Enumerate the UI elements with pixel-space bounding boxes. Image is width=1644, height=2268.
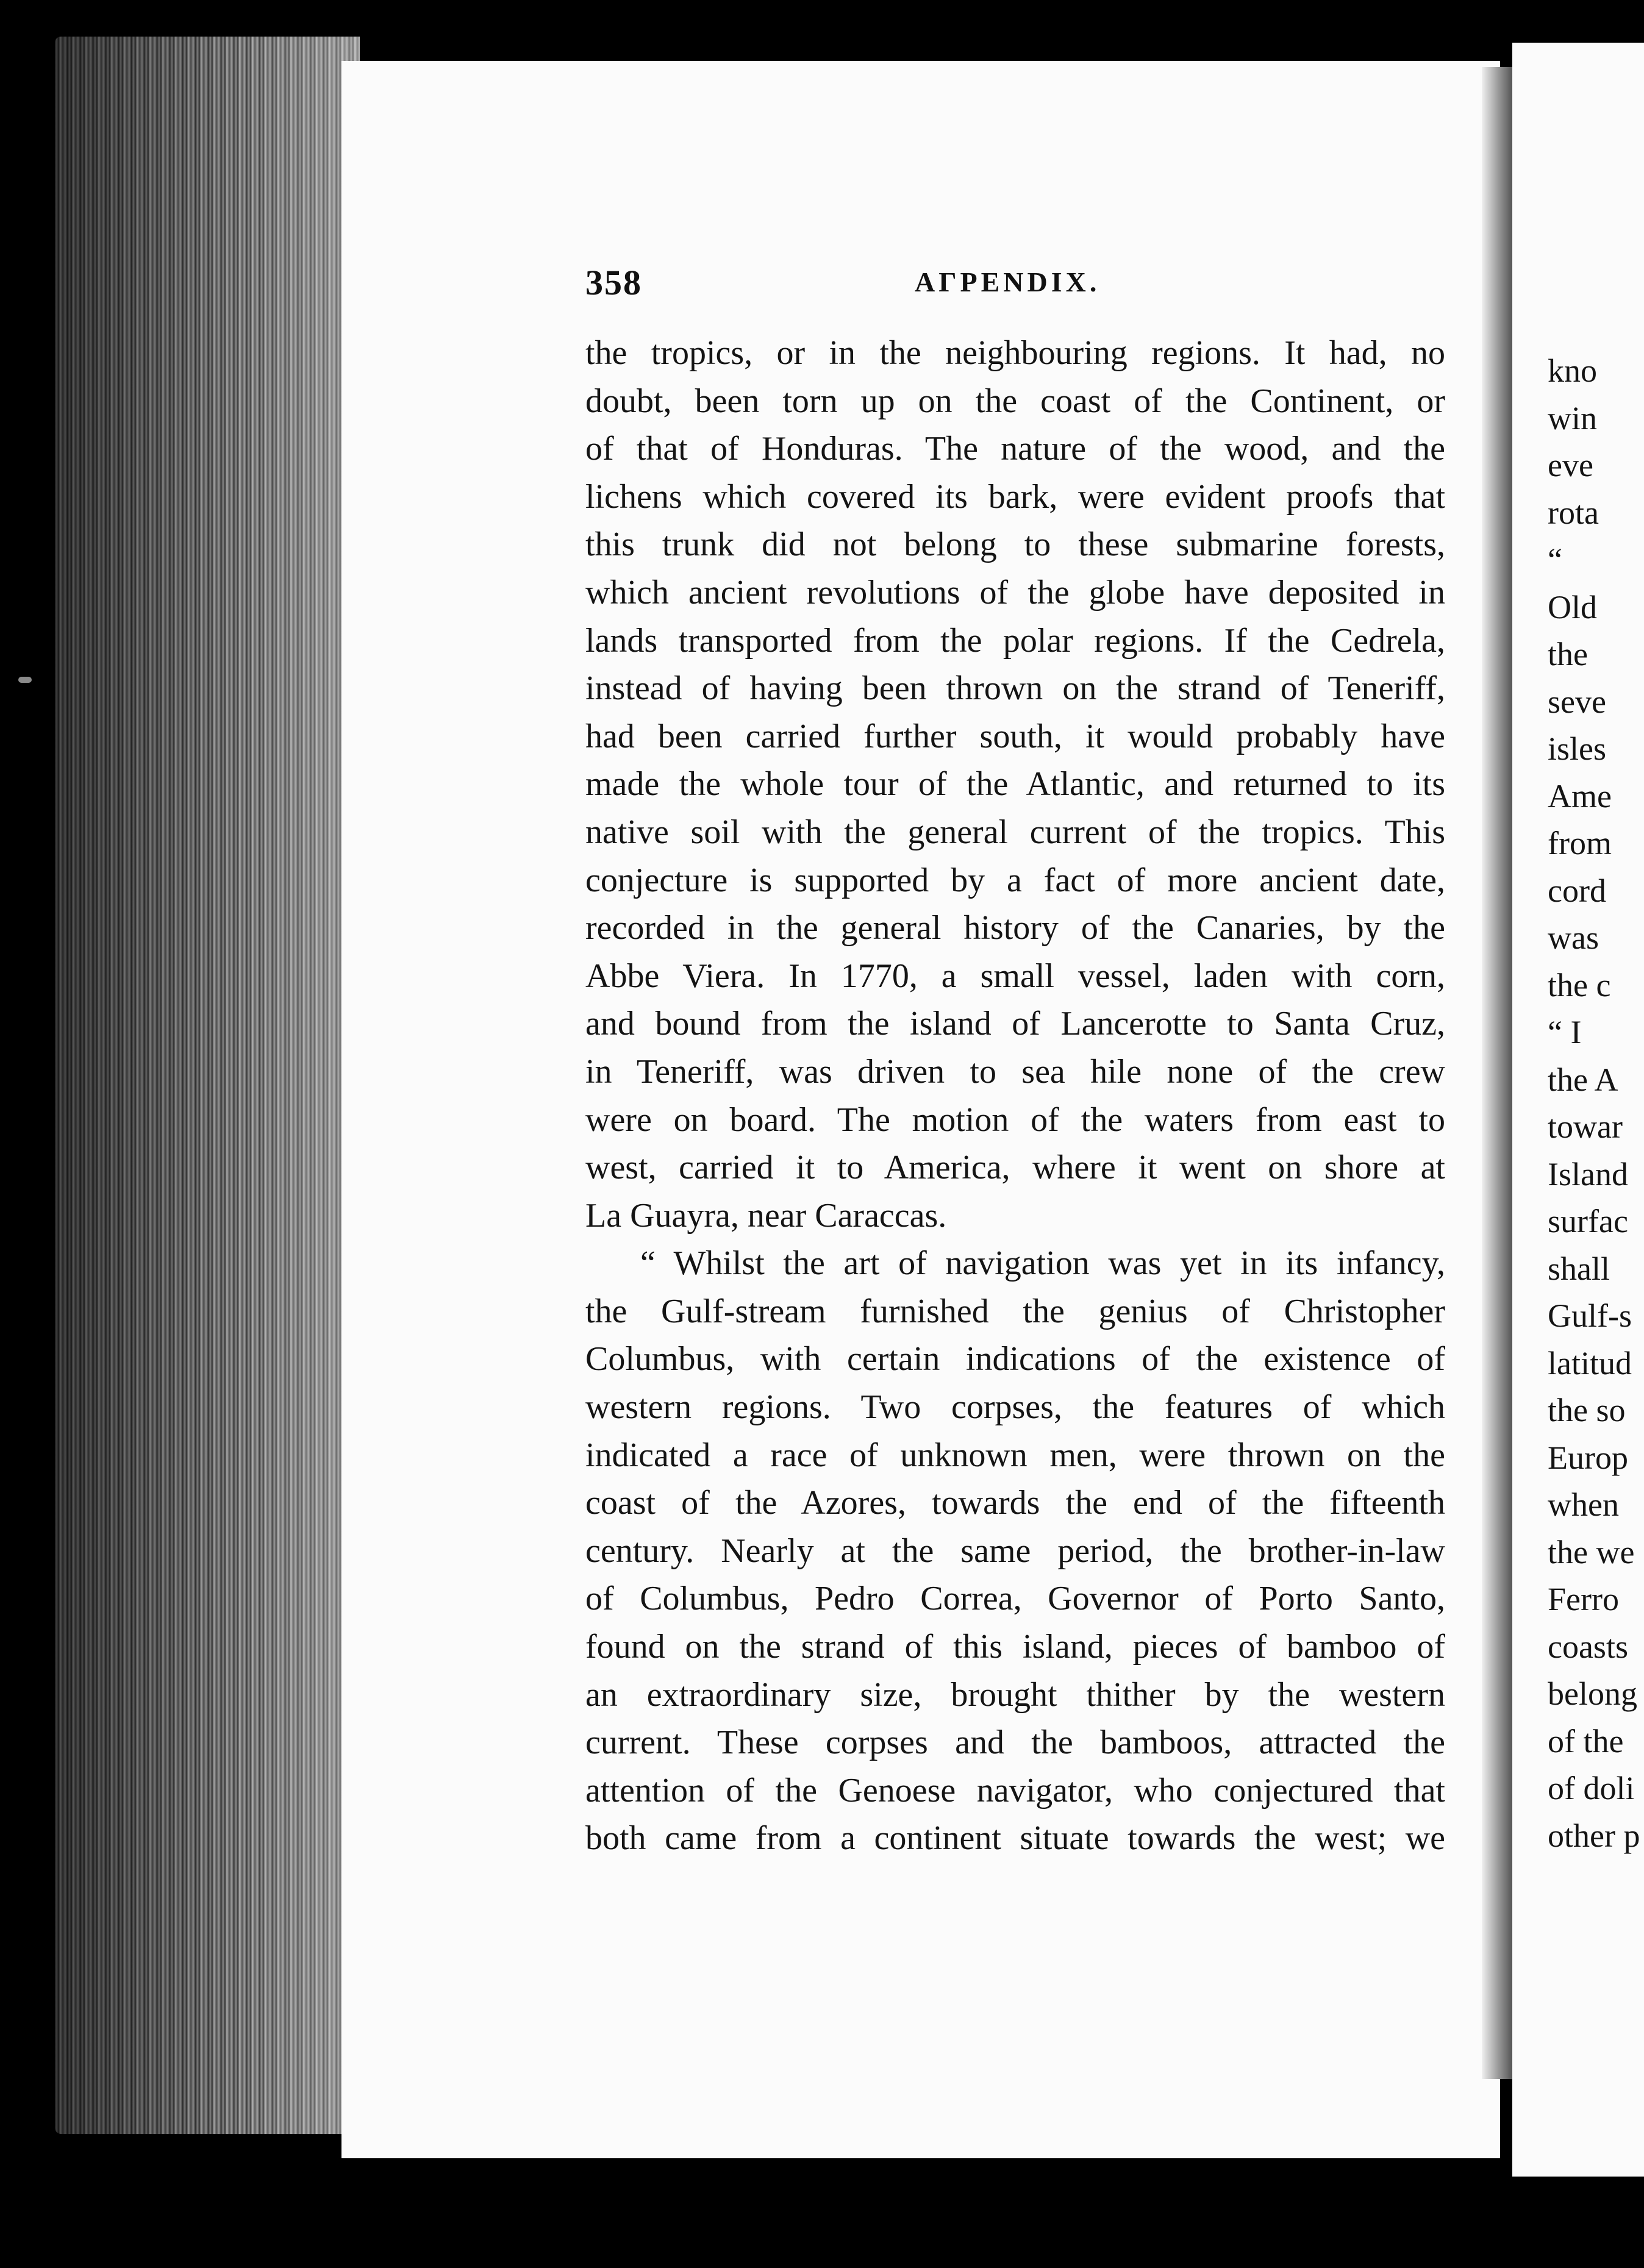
text-line: indicated a race of unknown men, were thrown on the [585,1436,1445,1474]
text-fragment: Ame [1548,777,1612,815]
text-line: doubt, been torn up on the coast of the Continent, or [585,382,1445,420]
text-line: coast of the Azores, towards the end of the fifteenth [585,1484,1445,1522]
text-line: and bound from the island of Lancerotte to Santa Cruz, [585,1005,1445,1043]
text-line: attention of the Genoese navigator, who conjectured that [585,1771,1445,1810]
running-head [585,262,1451,311]
text-fragment: latitud [1548,1344,1632,1382]
text-fragment: cord [1548,872,1606,909]
text-line: western regions. Two corpses, the features of which [585,1388,1445,1427]
text-fragment: the [1548,636,1588,672]
text-line: the Gulf-stream furnished the genius of Christopher [585,1292,1445,1330]
text-fragment: eve [1548,447,1593,483]
text-fragment: of doli [1548,1770,1635,1806]
text-fragment: Old [1548,588,1597,626]
text-fragment: Gulf-s [1548,1297,1632,1334]
text-line: found on the strand of this island, pieces of bamboo of [585,1628,1445,1666]
text-line: this trunk did not belong to these submarine forests, [585,526,1445,564]
text-fragment: Ferro [1548,1581,1619,1617]
text-line: were on board. The motion of the waters from east to [585,1100,1445,1139]
text-fragment: seve [1548,683,1606,720]
text-line: in Teneriff, was driven to sea hile none of the crew [585,1052,1445,1091]
running-head-title: AΓPENDIX. [915,266,1101,298]
text-line-paragraph-start: “ Whilst the art of navigation was yet in its infancy, [640,1244,1445,1283]
text-line: made the whole tour of the Atlantic, and returned to its [585,765,1445,804]
text-fragment: the so [1548,1392,1626,1428]
text-fragment: rota [1548,494,1599,531]
text-line: had been carried further south, it would probably have [585,717,1445,755]
text-fragment: the we [1548,1533,1635,1571]
text-line: Columbus, with certain indications of the existence of [585,1340,1445,1378]
text-fragment: from [1548,825,1612,861]
text-line: both came from a continent situate towards the west; we [585,1819,1445,1858]
text-fragment: surfac [1548,1203,1628,1239]
text-fragment: “ [1548,541,1562,578]
text-fragment: isles [1548,730,1607,767]
text-line: recorded in the general history of the Canaries, by the [585,909,1445,947]
text-line: conjecture is supported by a fact of more ancient date, [585,861,1445,899]
text-fragment: the c [1548,966,1611,1004]
text-line: west, carried it to America, where it went on shore at [585,1149,1445,1187]
text-fragment: was [1548,919,1599,956]
text-line: of that of Honduras. The nature of the wood, and the [585,430,1445,468]
text-line: native soil with the general current of the tropics. This [585,813,1445,851]
text-fragment: towar [1548,1108,1623,1145]
text-fragment: Europ [1548,1439,1628,1476]
text-line: Abbe Viera. In 1770, a small vessel, laden with corn, [585,957,1445,995]
text-line-paragraph-end: La Guayra, near Caraccas. [585,1196,947,1235]
text-fragment: of the [1548,1722,1624,1760]
text-fragment: the A [1548,1061,1618,1098]
text-fragment: shall [1548,1250,1610,1287]
margin-speck [18,677,32,683]
text-line: which ancient revolutions of the globe have deposited in [585,573,1445,612]
left-page-body-text [585,329,1445,1863]
page-number: 358 [585,263,642,302]
text-line: lichens which covered its bark, were evident proofs that [585,477,1445,516]
text-line: the tropics, or in the neighbouring regions. It had, no [585,334,1445,372]
right-page-text-fragment [1548,348,1644,1860]
text-line: instead of having been thrown on the strand of Teneriff, [585,669,1445,708]
text-fragment: Island [1548,1155,1628,1193]
text-fragment: win [1548,399,1597,437]
text-fragment: when [1548,1486,1619,1523]
text-line: century. Nearly at the same period, the brother-in-law [585,1532,1445,1570]
text-line: lands transported from the polar regions. If the Cedrela, [585,621,1445,660]
text-fragment: other p [1548,1817,1640,1854]
text-fragment: coasts [1548,1628,1628,1665]
book-page-edges [55,37,360,2134]
text-line: an extraordinary size, brought thither by the western [585,1675,1445,1714]
text-fragment: belong [1548,1675,1637,1712]
text-line: of Columbus, Pedro Correa, Governor of Porto Santo, [585,1580,1445,1618]
text-line: current. These corpses and the bamboos, attracted the [585,1724,1445,1762]
text-fragment: kno [1548,352,1597,389]
text-fragment: “ I [1548,1014,1582,1050]
